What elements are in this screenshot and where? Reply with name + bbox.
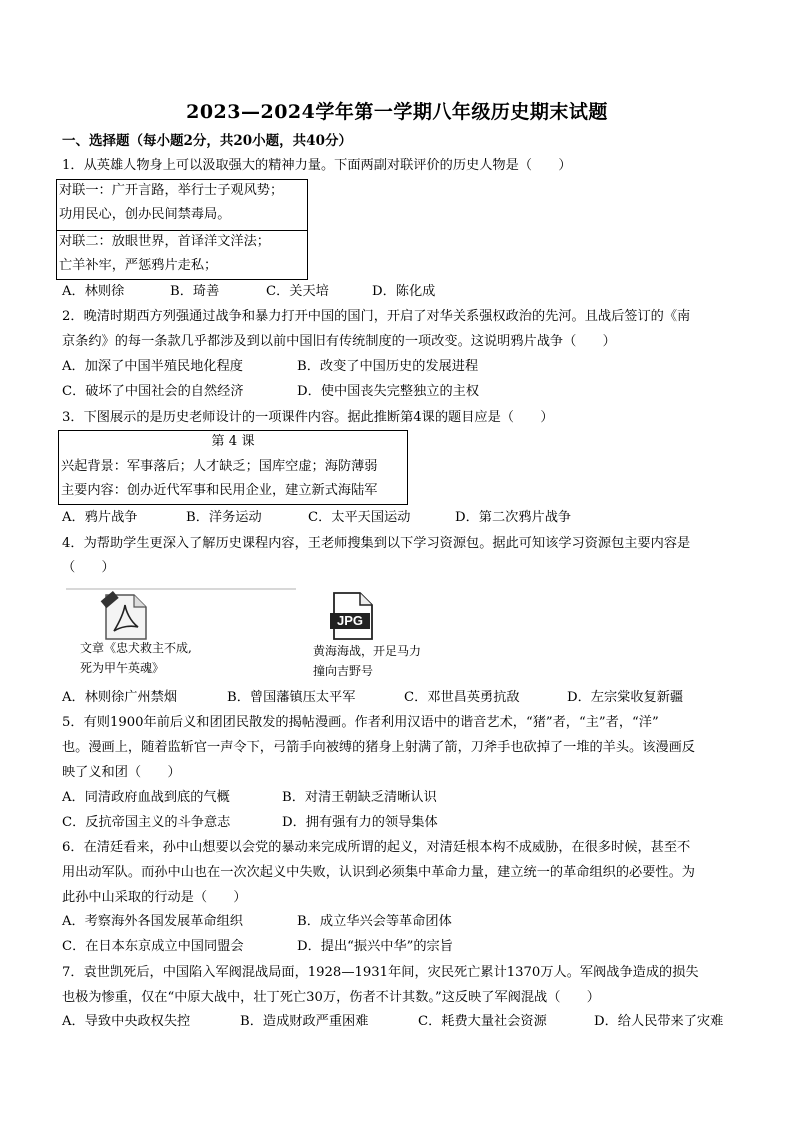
jpg-caption-line2: 撞向吉野号 bbox=[313, 664, 374, 678]
q1-couplet2-line2: 亡羊补牢，严惩鸦片走私； bbox=[59, 258, 218, 273]
jpg-file-icon bbox=[328, 591, 376, 641]
q4-option-d: D．左宗棠收复新疆 bbox=[567, 690, 684, 705]
q5-stem-line1: 5．有则1900年前后义和团团民散发的揭帖漫画。作者利用汉语中的谐音艺术，“猪”者，“主”者，“洋” bbox=[62, 715, 659, 730]
q2-option-a: A．加深了中国半殖民地化程度 bbox=[62, 359, 243, 374]
q5-option-c: C．反抗帝国主义的斗争意志 bbox=[62, 815, 231, 830]
q5-option-a: A．同清政府血战到底的气概 bbox=[62, 790, 230, 805]
q5-stem-line2: 也。漫画上，随着监斩官一声令下，弓箭手向被缚的猪身上射满了箭，刀斧手也砍掉了一堆的羊头。该漫画反 bbox=[62, 740, 695, 755]
q1-couplet1-line2: 功用民心，创办民间禁毒局。 bbox=[59, 207, 231, 222]
q7-option-b: B．造成财政严重困难 bbox=[240, 1014, 369, 1029]
jpg-caption-line1: 黄海海战，开足马力 bbox=[313, 644, 422, 658]
q7-option-a: A．导致中央政权失控 bbox=[62, 1014, 191, 1029]
q6-stem-line1: 6．在清廷看来，孙中山想要以会党的暴动来完成所谓的起义，对清廷根本构不成威胁，在很多时候，甚至不 bbox=[62, 840, 691, 855]
q6-option-d: D．提出“振兴中华”的宗旨 bbox=[297, 939, 453, 954]
q1-couplet2-line1: 对联二：放眼世界，首译洋文洋法； bbox=[59, 234, 270, 249]
q6-option-c: C．在日本东京成立中国同盟会 bbox=[62, 939, 244, 954]
q4-option-a: A．林则徐广州禁烟 bbox=[62, 690, 178, 705]
q3-box-title: 第 4 课 bbox=[211, 434, 255, 449]
q1-couplet1-line1: 对联一：广开言路，举行士子观风势； bbox=[59, 183, 284, 198]
pdf-file-icon bbox=[100, 591, 152, 641]
q5-option-b: B．对清王朝缺乏清晰认识 bbox=[282, 790, 437, 805]
q7-stem-line2: 也极为惨重，仅在“中原大战中，壮丁死亡30万，伤者不计其数。”这反映了军阀混战（ ） bbox=[62, 990, 600, 1005]
q3-option-b: B．洋务运动 bbox=[186, 510, 262, 525]
q6-stem-line2: 用出动军队。而孙中山也在一次次起义中失败，认识到必须集中革命力量，建立统一的革命组织的必要性。为 bbox=[62, 865, 695, 880]
q4-stem-line1: 4．为帮助学生更深入了解历史课程内容，王老师搜集到以下学习资源包。据此可知该学习资源包主要内容是 bbox=[62, 536, 691, 551]
q5-option-d: D．拥有强有力的领导集体 bbox=[282, 815, 438, 830]
q3-option-c: C．太平天国运动 bbox=[308, 510, 411, 525]
q1-option-b: B．琦善 bbox=[170, 284, 220, 299]
q7-stem-line1: 7．袁世凯死后，中国陷入军阀混战局面，1928—1931年间，灾民死亡累计1370万人。军阀战争造成的损失 bbox=[62, 965, 699, 980]
q5-stem-line3: 映了义和团（ ） bbox=[62, 765, 181, 780]
q4-option-c: C．邓世昌英勇抗敌 bbox=[404, 690, 520, 705]
q1-stem: 1．从英雄人物身上可以汲取强大的精神力量。下面两副对联评价的历史人物是（ ） bbox=[62, 158, 572, 173]
q4-stem-line2: （ ） bbox=[62, 560, 115, 575]
q1-option-a: A．林则徐 bbox=[62, 284, 125, 299]
q3-option-d: D．第二次鸦片战争 bbox=[455, 510, 572, 525]
q1-couplet-box bbox=[56, 179, 308, 280]
q1-option-d: D．陈化成 bbox=[372, 284, 436, 299]
q7-option-d: D．给人民带来了灾难 bbox=[594, 1014, 724, 1029]
q3-courseware-box bbox=[58, 430, 408, 505]
couplet-divider bbox=[57, 230, 307, 231]
jpg-label: JPG bbox=[336, 613, 363, 628]
q4-option-b: B．曾国藩镇压太平军 bbox=[227, 690, 356, 705]
q3-box-row2: 主要内容：创办近代军事和民用企业，建立新式海陆军 bbox=[61, 483, 378, 498]
q3-stem: 3．下图展示的是历史老师设计的一项课件内容。据此推断第4课的题目应是（ ） bbox=[62, 410, 554, 425]
pdf-caption-line1: 文章《忠犬救主不成, bbox=[80, 641, 192, 655]
q2-option-d: D．使中国丧失完整独立的主权 bbox=[297, 384, 480, 399]
q7-option-c: C．耗费大量社会资源 bbox=[418, 1014, 547, 1029]
q2-option-c: C．破坏了中国社会的自然经济 bbox=[62, 384, 244, 399]
q2-stem-line2: 京条约》的每一条款几乎都涉及到以前中国旧有传统制度的一项改变。这说明鸦片战争（ ） bbox=[62, 334, 616, 349]
q6-option-b: B．成立华兴会等革命团体 bbox=[297, 914, 452, 929]
q6-stem-line3: 此孙中山采取的行动是（ ） bbox=[62, 890, 247, 905]
q2-stem-line1: 2．晚清时期西方列强通过战争和暴力打开中国的国门，开启了对华关系强权政治的先河。且战后签订的《南 bbox=[62, 309, 691, 324]
pdf-caption-line2: 死为甲午英魂》 bbox=[80, 661, 165, 675]
q2-option-b: B．改变了中国历史的发展进程 bbox=[297, 359, 479, 374]
q3-box-row1: 兴起背景：军事落后；人才缺乏；国库空虚；海防薄弱 bbox=[61, 459, 378, 474]
section-heading: 一、选择题（每小题2分，共20小题，共40分） bbox=[62, 133, 352, 149]
q3-option-a: A．鸦片战争 bbox=[62, 510, 138, 525]
q1-option-c: C．关天培 bbox=[266, 284, 329, 299]
exam-title: 2023—2024学年第一学期八年级历史期末试题 bbox=[186, 101, 608, 123]
q6-option-a: A．考察海外各国发展革命组织 bbox=[62, 914, 243, 929]
resource-strip-shadow bbox=[66, 588, 296, 590]
